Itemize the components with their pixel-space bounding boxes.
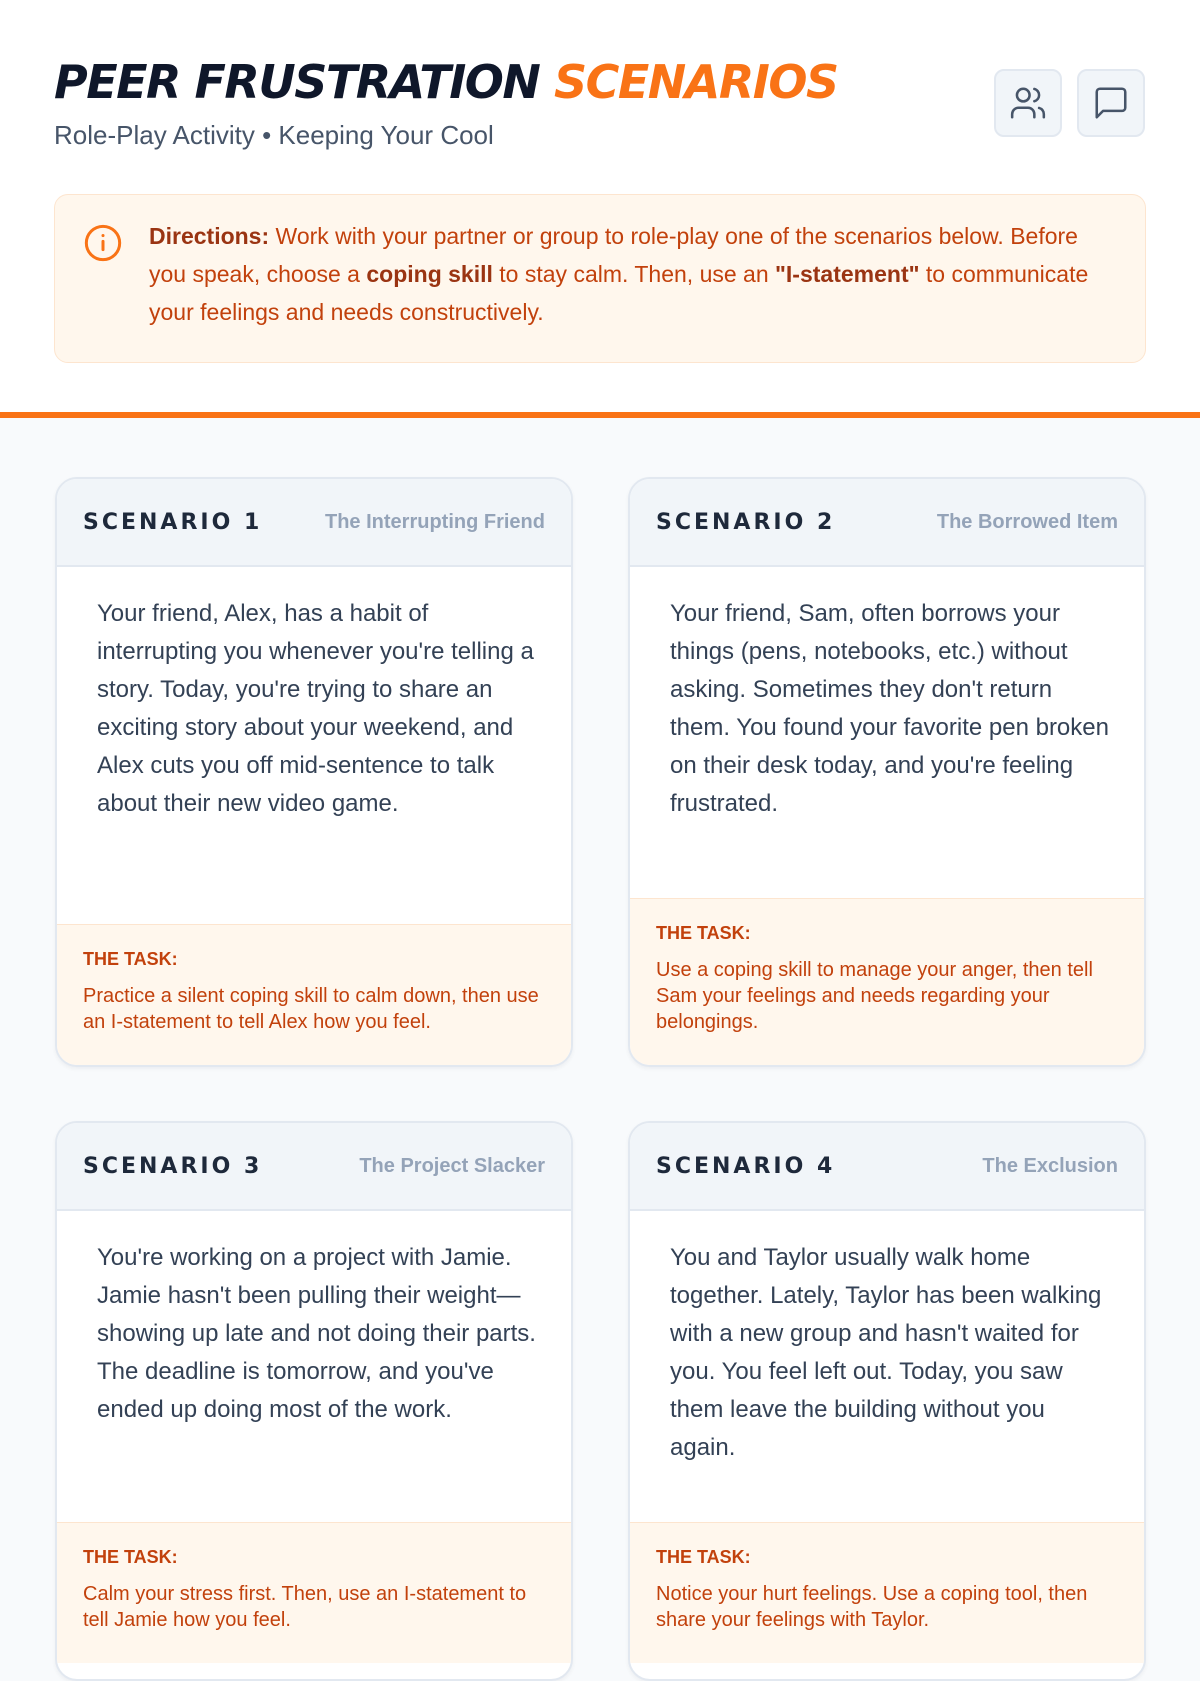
scenario-card-1 xyxy=(55,477,573,1067)
message-square-icon xyxy=(1092,84,1130,122)
scenario-number: SCENARIO 3 xyxy=(83,1153,263,1179)
scenario-card-4 xyxy=(628,1121,1146,1681)
scenario-name: The Interrupting Friend xyxy=(325,510,545,533)
scenario-card-header xyxy=(630,479,1144,567)
title-main: PEER FRUSTRATION xyxy=(54,55,540,109)
users-button[interactable] xyxy=(994,69,1062,137)
directions-box xyxy=(54,194,1146,363)
scenario-card-header xyxy=(630,1123,1144,1211)
header-section xyxy=(0,0,1200,418)
scenario-name: The Borrowed Item xyxy=(936,510,1118,533)
scenario-name: The Exclusion xyxy=(982,1154,1118,1177)
scenario-card-header xyxy=(57,479,571,567)
info-icon xyxy=(83,223,123,263)
message-button[interactable] xyxy=(1077,69,1145,137)
page-subtitle: Role-Play Activity • Keeping Your Cool xyxy=(54,120,494,150)
task-text: Use a coping skill to manage your anger, then tell Sam your feelings and needs regarding your belongings. xyxy=(656,959,1093,1033)
scenario-number: SCENARIO 4 xyxy=(656,1153,836,1179)
task-label: THE TASK: xyxy=(83,1547,178,1567)
scenario-task xyxy=(630,1522,1144,1663)
scenario-card-3 xyxy=(55,1121,573,1681)
task-text: Practice a silent coping skill to calm down, then use an I-statement to tell Alex how you feel. xyxy=(83,985,539,1033)
task-label: THE TASK: xyxy=(656,1547,751,1567)
directions-text: Directions: Work with your partner or group to role-play one of the scenarios below. Before you speak, choose a coping skill to stay calm. Then, use an "I-statement" to communicate your feelings and needs constructively. xyxy=(149,223,1089,325)
scenario-card-header xyxy=(57,1123,571,1211)
scenario-task xyxy=(57,1522,571,1663)
task-label: THE TASK: xyxy=(83,949,178,969)
scenario-description: Your friend, Alex, has a habit of interrupting you whenever you're telling a story. Today, you're trying to share an exciting story about your weekend, and Alex cuts you off mid-sentence to talk about their new video game. xyxy=(97,600,534,817)
task-text: Calm your stress first. Then, use an I-statement to tell Jamie how you feel. xyxy=(83,1583,527,1631)
scenario-description: Your friend, Sam, often borrows your things (pens, notebooks, etc.) without asking. Sometimes they don't return them. You found your favorite pen broken on their desk today, and you're feeling frustrated. xyxy=(670,600,1109,817)
scenario-description: You're working on a project with Jamie. Jamie hasn't been pulling their weight—showing up late and not doing their parts. The deadline is tomorrow, and you've ended up doing most of the work. xyxy=(97,1244,536,1423)
scenario-description: You and Taylor usually walk home together. Lately, Taylor has been walking with a new group and hasn't waited for you. You feel left out. Today, you saw them leave the building without you again. xyxy=(670,1244,1102,1461)
page-title xyxy=(54,52,838,112)
directions-label: Directions: xyxy=(149,223,270,249)
scenario-number: SCENARIO 1 xyxy=(83,509,263,535)
scenario-name: The Project Slacker xyxy=(359,1154,545,1177)
scenario-task xyxy=(57,924,571,1065)
scenario-number: SCENARIO 2 xyxy=(656,509,836,535)
task-label: THE TASK: xyxy=(656,923,751,943)
scenario-card-2 xyxy=(628,477,1146,1067)
scenario-task xyxy=(630,898,1144,1065)
task-text: Notice your hurt feelings. Use a coping tool, then share your feelings with Taylor. xyxy=(656,1583,1088,1631)
users-icon xyxy=(1009,84,1047,122)
title-accent: SCENARIOS xyxy=(553,55,838,109)
